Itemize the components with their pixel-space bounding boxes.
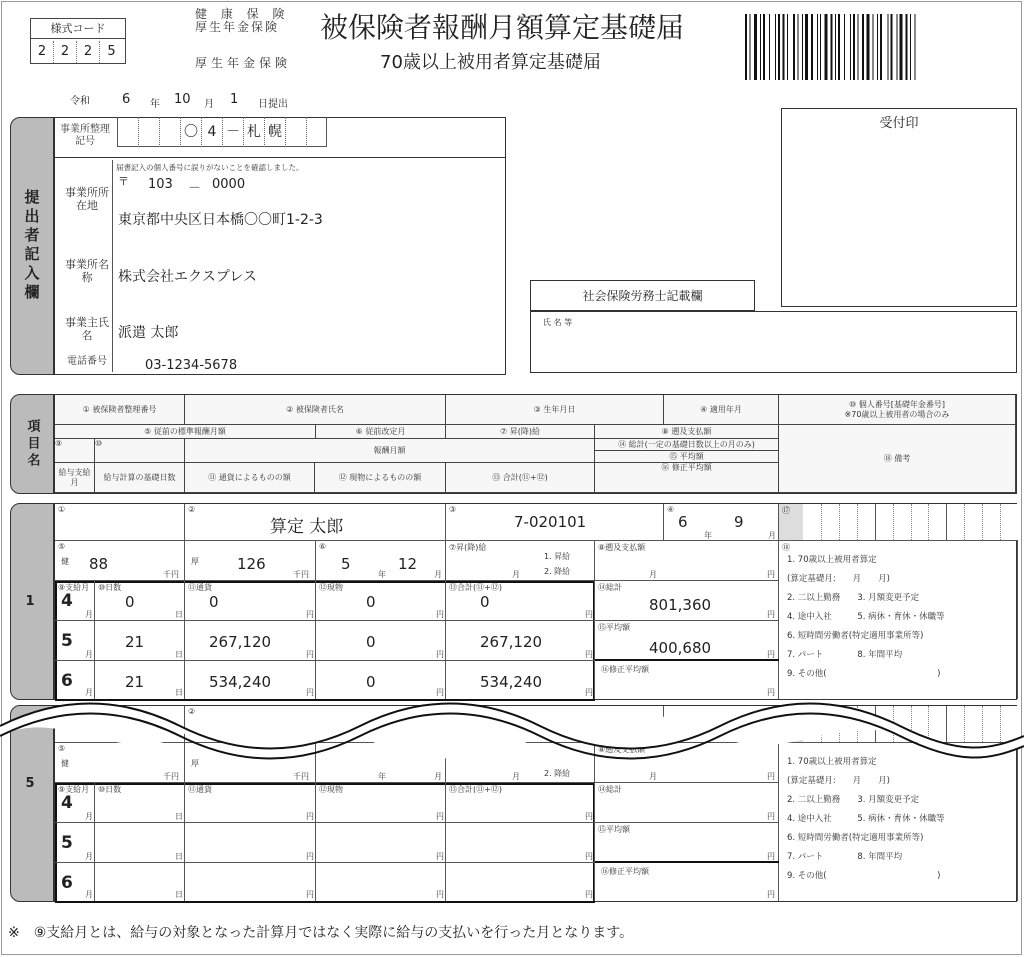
- p5-total-cell: ⑭総計 円: [595, 783, 779, 823]
- form-title: 被保険者報酬月額算定基礎届: [320, 11, 685, 44]
- header-raise: ⑦ 昇(降)給: [446, 425, 595, 439]
- owner-name-label: 事業主氏名: [65, 316, 109, 342]
- header-cash: ⑪ 通貨によるものの額: [185, 463, 315, 493]
- barcode-image: [745, 14, 967, 80]
- p1-std-pension: 126: [237, 555, 266, 573]
- sum-cell: 267,120 円: [446, 621, 595, 661]
- p1-personal-no-cell: ⑰: [779, 504, 1018, 541]
- header-goods: ⑫ 現物によるものの額: [315, 463, 446, 493]
- goods-cell: 0 円: [316, 621, 446, 661]
- p5-prev-change-cell: 年 月: [316, 743, 446, 783]
- date-day-unit: 日提出: [258, 99, 288, 110]
- days: 0: [125, 593, 135, 611]
- office-number-row: [54, 117, 506, 158]
- goods-cell: 0 円: [316, 661, 446, 699]
- p1-birth: 7-020101: [514, 513, 587, 531]
- footnote: ※ ⑨支給月とは、給与の対象となった計算月ではなく実際に給与の支払いを行った月となります。: [8, 925, 634, 941]
- sum-cell: ⑬合計(⑪+⑫) 0 円: [446, 581, 595, 621]
- days-cell: 21 日: [95, 621, 185, 661]
- date-era: 令和: [70, 96, 90, 107]
- p1-apply-month: 9: [734, 513, 744, 531]
- item-names-table: [54, 394, 1017, 494]
- postal-code-2: 0000: [212, 177, 246, 192]
- pay-month-cell: ⑨支給月 4 月: [55, 581, 95, 621]
- phone-number: 03-1234-5678: [145, 358, 238, 373]
- postal-mark: 〒: [118, 175, 129, 188]
- date-year: 6: [122, 92, 131, 107]
- cash-cell: ⑪通貨 0 円: [185, 581, 316, 621]
- p1-adjusted-cell: ⑯修正平均額 円: [595, 661, 779, 699]
- header-insured-no: ① 被保険者整理番号: [55, 395, 185, 425]
- p1-std-pension-cell: 厚 126 千円: [185, 541, 316, 581]
- pay-month: 6: [61, 873, 73, 893]
- insurance-type-pension-2: 厚生年金保険: [195, 56, 292, 70]
- sum: 0: [480, 593, 490, 611]
- header-birth: ③ 生年月日: [446, 395, 664, 425]
- insurance-type-pension: 厚生年金保険: [195, 20, 280, 34]
- pay-month-cell: 5 月: [55, 823, 95, 863]
- company-name-label: 事業所名称: [65, 258, 109, 284]
- p1-average: 400,680: [649, 639, 712, 657]
- header-prev-change: ⑥ 従前改定月: [316, 425, 446, 439]
- pay-month: 5: [61, 631, 73, 651]
- p1-personal-no-grid: [803, 504, 1018, 540]
- header-monthly: 報酬月額: [185, 439, 595, 463]
- form-subtitle: 70歳以上被用者算定基礎届: [380, 52, 601, 73]
- item-names-side-label: 項目名: [10, 394, 54, 494]
- reception-stamp-label: 受付印: [879, 116, 919, 131]
- address-label: 事業所所在地: [65, 186, 109, 212]
- cash: 267,120: [209, 633, 272, 651]
- sum: 534,240: [480, 673, 543, 691]
- postal-dash: －: [188, 181, 202, 196]
- p1-std-health-cell: ⑤ 健 88 千円: [55, 541, 185, 581]
- p1-std-health: 88: [89, 555, 109, 573]
- phone-label: 電話番号: [67, 356, 107, 367]
- p5-average-cell: ⑮平均額 円: [595, 823, 779, 863]
- days-cell: 日: [95, 823, 185, 863]
- pay-month: 4: [61, 793, 73, 813]
- p5-name-cell: ②: [185, 706, 446, 743]
- owner-name: 派遣 太郎: [118, 325, 179, 341]
- header-remarks: ⑱ 備考: [779, 425, 1016, 493]
- form-code-digit: 5: [107, 44, 116, 59]
- p1-average-cell: ⑮平均額 400,680 円: [595, 621, 779, 661]
- person-5-row-label: 5: [10, 705, 54, 902]
- p1-prev-change-cell: ⑥ 5 年 12 月: [316, 541, 446, 581]
- header-adjusted-avg: ⑯ 修正平均額: [595, 463, 779, 493]
- office-number-label: 事業所整理記号: [60, 124, 110, 147]
- p5-std-health-cell: ⑤ 健 千円: [55, 743, 185, 783]
- days: 21: [125, 633, 145, 651]
- person-1-row-label: 1: [10, 503, 54, 700]
- cash-cell: 267,120 円: [185, 621, 316, 661]
- sum: 267,120: [480, 633, 543, 651]
- p1-birth-cell: ③ 7-020101: [446, 504, 664, 541]
- p1-prev-month: 12: [398, 555, 418, 573]
- goods: 0: [366, 633, 376, 651]
- sum-cell: 534,240 円: [446, 661, 595, 699]
- sum-cell: 円: [446, 823, 595, 863]
- p1-total-cell: ⑭総計 801,360 円: [595, 581, 779, 621]
- goods-cell: ⑫現物 円: [316, 783, 446, 823]
- goods-cell: 円: [316, 823, 446, 863]
- header-average: ⑮ 平均額: [595, 451, 779, 463]
- p1-remarks-cell: ⑱ 1. 70歳以上被用者算定 (算定基礎月: 月 月) 2. 二以上勤務 3. 月額変更予定 4. 途中入社 5. 病休・育休・休職等 6. 短時間労働者(特定適用事業所等) 7. パート 8. 年間平均 9. その他( ): [779, 541, 1018, 699]
- p1-apply-year: 6: [678, 513, 688, 531]
- company-address: 東京都中央区日本橋〇〇町1-2-3: [118, 212, 323, 228]
- pay-month: 6: [61, 671, 73, 691]
- cash-cell: ⑪通貨 円: [185, 783, 316, 823]
- header-pay-month-no: ⑨: [55, 439, 95, 463]
- form-code-box: [30, 18, 126, 64]
- office-number-field: 〇 4 － 札 幌: [117, 117, 327, 147]
- date-month: 10: [174, 92, 191, 107]
- omission-wave: [0, 700, 1024, 762]
- sum-cell: 円: [446, 863, 595, 901]
- p1-prev-year: 5: [341, 555, 351, 573]
- form-code-digit: 2: [31, 41, 54, 63]
- p5-adjusted-cell: ⑯修正平均額 円: [595, 863, 779, 901]
- company-name: 株式会社エクスプレス: [118, 269, 257, 285]
- p5-retro-cell: ⑧遡及支払額 月 円: [595, 743, 779, 783]
- p5-std-pension-cell: 厚 千円: [185, 743, 316, 783]
- sharoushi-name-label: 氏 名 等: [543, 318, 573, 327]
- goods-cell: 円: [316, 863, 446, 901]
- header-apply-month: ④ 適用年月: [664, 395, 779, 425]
- sharoushi-label: 社会保険労務士記載欄: [530, 280, 755, 311]
- header-prev-standard: ⑤ 従前の標準報酬月額: [55, 425, 316, 439]
- form-code-title: 様式コード: [31, 19, 125, 39]
- cash: 0: [209, 593, 219, 611]
- pay-month-cell: 5 月: [55, 621, 95, 661]
- p1-apply-cell: ④ 6 年 9 月: [664, 504, 779, 541]
- pay-month-cell: ⑨支給月 4 月: [55, 783, 95, 823]
- goods: 0: [366, 673, 376, 691]
- date-day: 1: [230, 92, 239, 107]
- days-cell: ⑩日数 日: [95, 783, 185, 823]
- header-pay-month: 給与支給月: [55, 463, 95, 493]
- goods: 0: [366, 593, 376, 611]
- reception-stamp-box: [781, 108, 1017, 307]
- p1-insured-no-cell: ①: [55, 504, 185, 541]
- cash-cell: 円: [185, 863, 316, 901]
- sharoushi-box: [530, 311, 1017, 373]
- days-cell: 日: [95, 863, 185, 901]
- confirm-note: 届書記入の個人番号に誤りがないことを確認しました。: [116, 163, 304, 172]
- pay-month: 4: [61, 591, 73, 611]
- p1-retro-cell: ⑧遡及支払額 月 円: [595, 541, 779, 581]
- cash: 534,240: [209, 673, 272, 691]
- cash-cell: 534,240 円: [185, 661, 316, 699]
- sum-cell: ⑬合計(⑪+⑫) 円: [446, 783, 595, 823]
- p1-name-cell: ② 算定 太郎: [185, 504, 446, 541]
- header-insured-name: ② 被保険者氏名: [185, 395, 446, 425]
- header-days: 給与計算の基礎日数: [95, 463, 185, 493]
- p5-raise-cell: 2. 降給 月: [446, 743, 595, 783]
- p1-total: 801,360: [649, 596, 712, 614]
- date-year-unit: 年: [150, 99, 160, 110]
- days-cell: ⑩日数 0 日: [95, 581, 185, 621]
- p1-name: 算定 太郎: [270, 517, 344, 537]
- form-code-digit: 2: [77, 41, 100, 63]
- header-personal-no: ⑩ 個人番号[基礎年金番号] ※70歳以上被用者の場合のみ: [779, 395, 1016, 425]
- p5-remarks-cell: 1. 70歳以上被用者算定 (算定基礎月: 月 月) 2. 二以上勤務 3. 月額変更予定 4. 途中入社 5. 病休・育休・休職等 6. 短時間労働者(特定適用事業所等) 7. パート 8. 年間平均 9. その他( ): [779, 743, 1018, 901]
- header-days-no: ⑩: [95, 439, 185, 463]
- submitter-side-label: 提出者記入欄: [10, 117, 54, 375]
- header-retro: ⑧ 遡及支払額: [595, 425, 779, 439]
- person-1-block: [54, 503, 1017, 700]
- goods-cell: ⑫現物 0 円: [316, 581, 446, 621]
- date-month-unit: 月: [204, 99, 214, 110]
- postal-code-1: 103: [148, 177, 173, 192]
- pay-month-cell: 6 月: [55, 863, 95, 901]
- header-total: ⑭ 総計(一定の基礎日数以上の月のみ): [595, 439, 779, 451]
- p1-raise-cell: ⑦昇(降)給 1. 昇給 2. 降給 月: [446, 541, 595, 581]
- pay-month: 5: [61, 833, 73, 853]
- insurance-type-health: 健 康 保 険: [195, 7, 290, 21]
- insurance-type: [195, 8, 289, 34]
- form-code-digit: 2: [54, 41, 77, 63]
- days-cell: 21 日: [95, 661, 185, 699]
- header-sum: ⑬ 合計(⑪+⑫): [446, 463, 595, 493]
- pay-month-cell: 6 月: [55, 661, 95, 699]
- cash-cell: 円: [185, 823, 316, 863]
- days: 21: [125, 673, 145, 691]
